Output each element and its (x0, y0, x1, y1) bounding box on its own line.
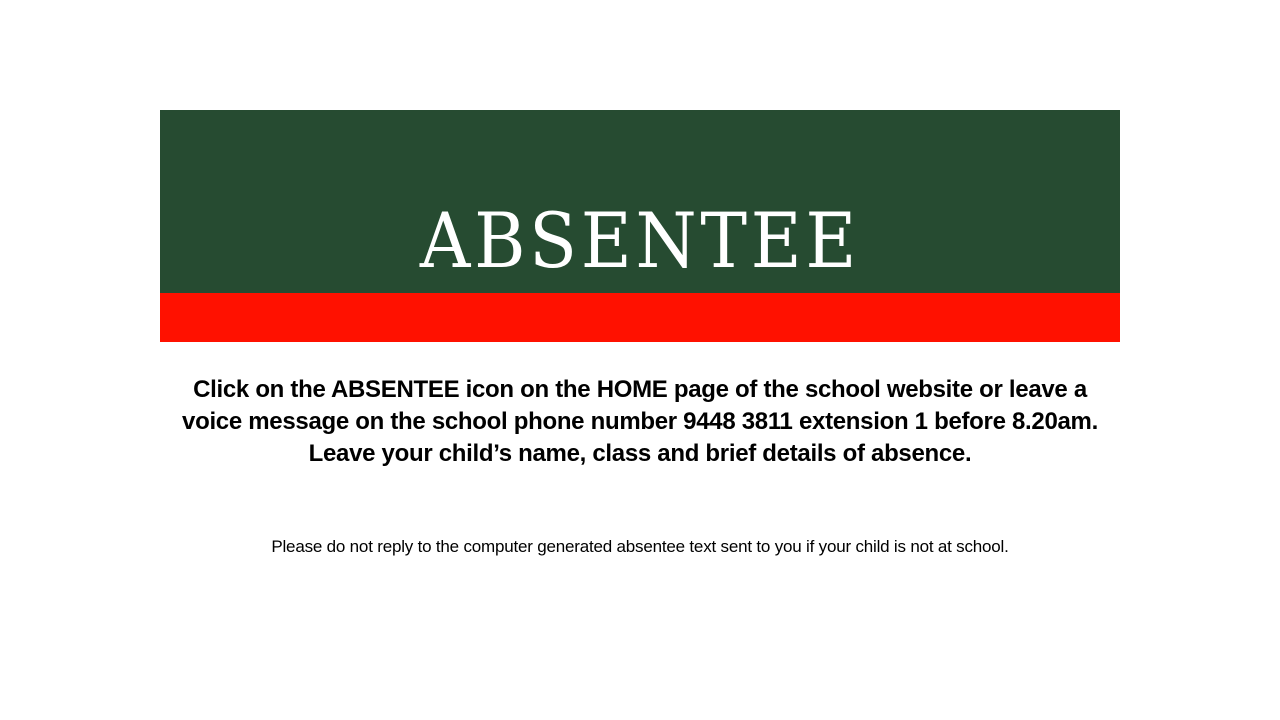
reply-note: Please do not reply to the computer generated absentee text sent to you if your child is not at school. (271, 537, 1009, 556)
banner-red-band (160, 293, 1120, 342)
instructions-details: Leave your child’s name, class and brief details of absence. (308, 440, 972, 467)
absence-instructions (170, 374, 1110, 470)
absentee-banner (160, 110, 1120, 342)
banner-title: ABSENTEE (419, 196, 861, 285)
instructions-main: Click on the ABSENTEE icon on the HOME page of the school website or leave a voice message on the school phone number 9448 3811 extension 1 before 8.20am. (182, 376, 1098, 435)
